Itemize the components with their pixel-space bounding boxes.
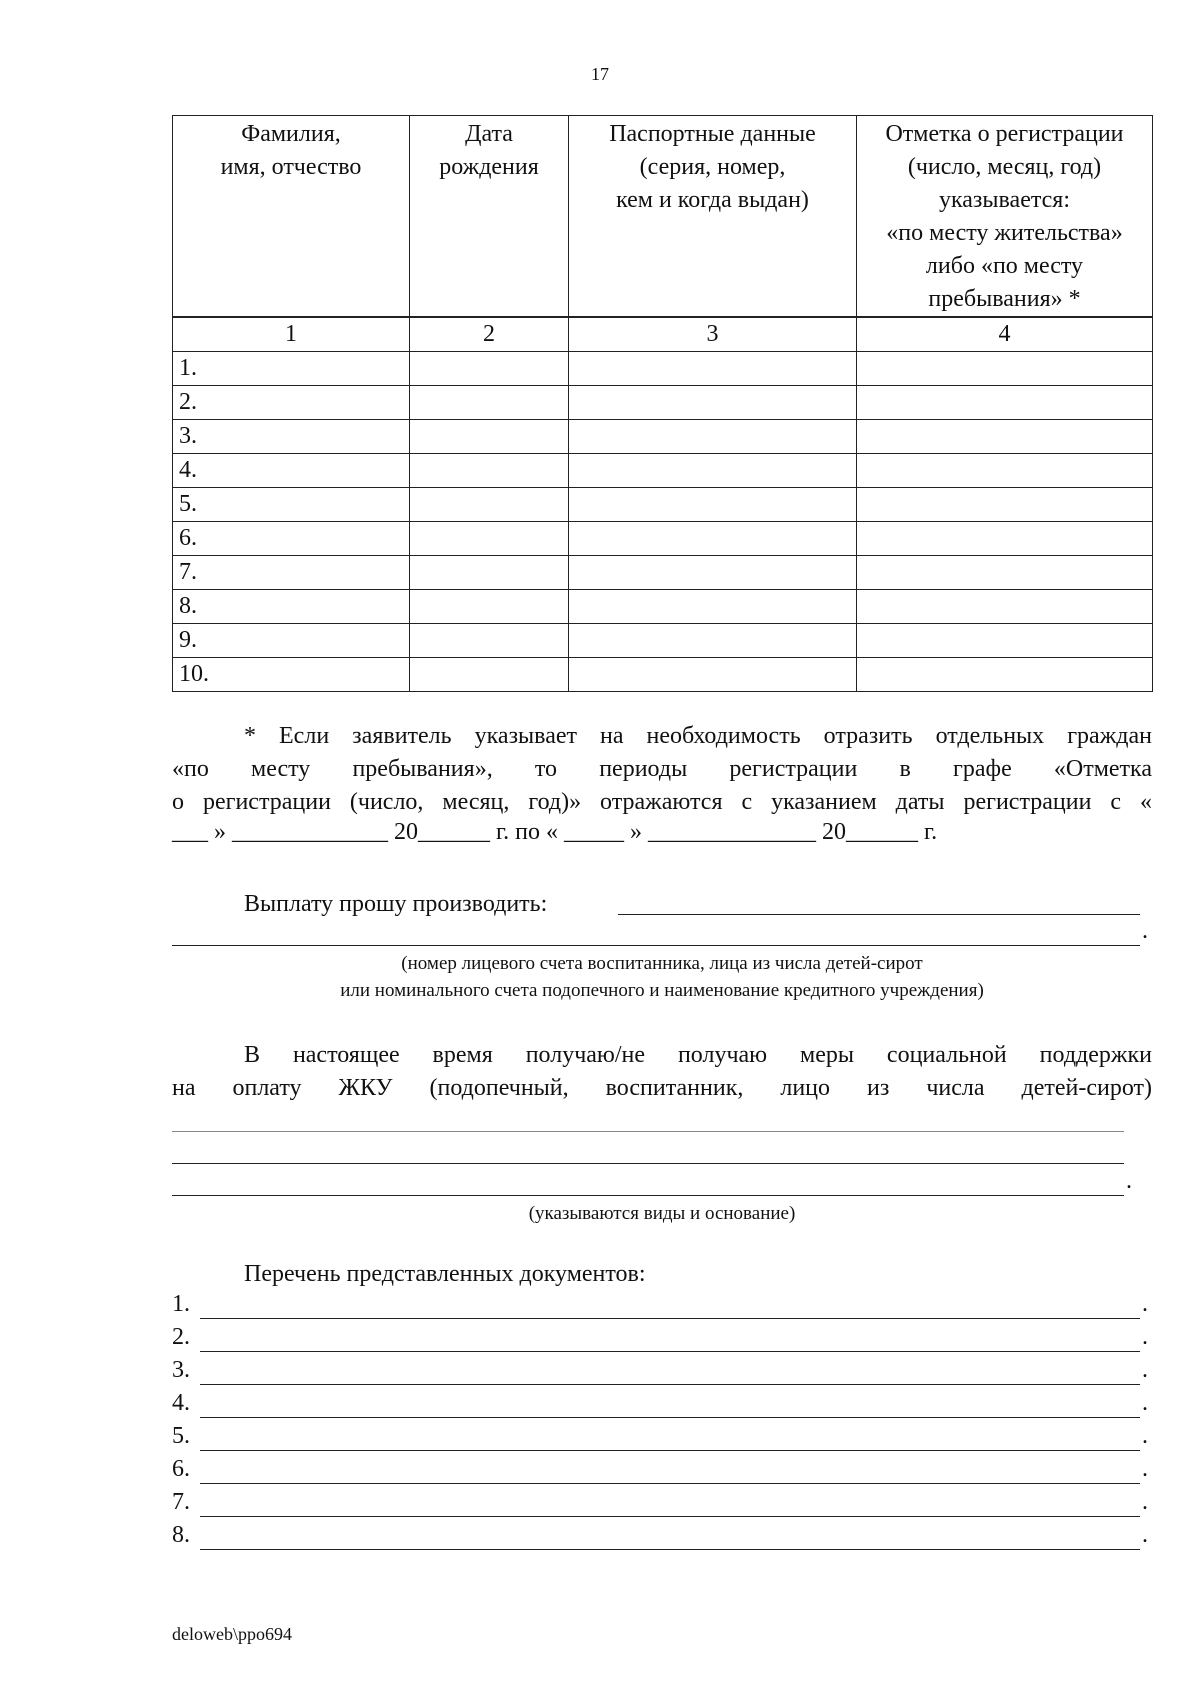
footer-document-id: deloweb\ppo694 [172,1624,292,1644]
table-cell[interactable] [857,658,1153,692]
row-index: 4. [173,454,410,488]
table-cell[interactable] [857,556,1153,590]
row-index: 6. [173,522,410,556]
registration-table-header [172,115,1153,317]
header-text: «по месту жительства» [886,220,1123,246]
header-cell-name [173,116,410,317]
table-cell[interactable] [569,488,857,522]
table-cell[interactable] [569,454,857,488]
registration-table-body [172,317,1153,692]
footnote-line-2: «по месту пребывания», то периоды регистрации в графе «Отметка [172,756,1152,782]
support-input-line-1[interactable] [172,1131,1124,1132]
header-text: указывается: [938,187,1070,213]
document-item-line[interactable] [200,1351,1140,1352]
payment-caption-2: или номинального счета подопечного и наименование кредитного учреждения) [340,980,984,1001]
table-row [173,624,1153,658]
table-cell[interactable] [569,420,857,454]
table-row [173,352,1153,386]
row-index: 9. [173,624,410,658]
table-row [173,522,1153,556]
document-item-line[interactable] [200,1417,1140,1418]
table-cell[interactable] [857,522,1153,556]
footnote-line-1: * Если заявитель указывает на необходимость отразить отдельных граждан [244,723,1152,749]
period: . [1142,1390,1148,1416]
payment-input-line[interactable] [618,914,1140,915]
header-text: (число, месяц, год) [907,154,1102,180]
table-cell[interactable] [569,624,857,658]
row-index: 2. [173,386,410,420]
period: . [1142,1324,1148,1350]
support-line-2: на оплату ЖКУ (подопечный, воспитанник, лицо из числа детей-сирот) [172,1075,1152,1101]
column-number-row [173,318,1153,352]
footnote-date-range[interactable]: ___ » _____________ 20______ г. по « _____ » ______________ 20______ г. [172,819,938,845]
table-cell[interactable] [410,454,569,488]
support-line-1: В настоящее время получаю/не получаю меры социальной поддержки [244,1042,1152,1068]
document-item-line[interactable] [200,1516,1140,1517]
column-number: 1 [173,318,410,352]
payment-label: Выплату прошу производить: [244,891,548,917]
document-item-number: 5. [172,1423,190,1449]
document-item-number: 8. [172,1522,190,1548]
row-index: 3. [173,420,410,454]
document-item-line[interactable] [200,1384,1140,1385]
header-text: (серия, номер, [639,154,786,180]
header-text: Отметка о регистрации [885,121,1124,147]
period: . [1142,1489,1148,1515]
period: . [1142,1456,1148,1482]
table-cell[interactable] [410,590,569,624]
period: . [1142,1357,1148,1383]
header-cell-passport [569,116,857,317]
table-cell[interactable] [569,590,857,624]
table-cell[interactable] [857,488,1153,522]
document-item-line[interactable] [200,1450,1140,1451]
table-cell[interactable] [410,352,569,386]
table-cell[interactable] [569,556,857,590]
document-item-number: 2. [172,1324,190,1350]
page-number: 17 [591,64,609,84]
table-cell[interactable] [410,488,569,522]
table-cell[interactable] [410,624,569,658]
table-row [173,454,1153,488]
header-text: Паспортные данные [609,121,816,147]
row-index: 10. [173,658,410,692]
table-row [173,420,1153,454]
table-row [173,386,1153,420]
document-item-number: 4. [172,1390,190,1416]
document-item-line[interactable] [200,1318,1140,1319]
documents-title: Перечень представленных документов: [244,1261,646,1287]
period: . [1142,1423,1148,1449]
header-text: Фамилия, [241,121,341,147]
table-cell[interactable] [857,352,1153,386]
table-cell[interactable] [857,420,1153,454]
table-cell[interactable] [410,658,569,692]
row-index: 7. [173,556,410,590]
header-text: кем и когда выдан) [616,187,809,213]
table-cell[interactable] [410,556,569,590]
header-text: Дата [465,121,513,147]
header-cell-birth-date [410,116,569,317]
table-cell[interactable] [857,454,1153,488]
column-number: 4 [857,318,1153,352]
table-cell[interactable] [569,352,857,386]
table-cell[interactable] [569,658,857,692]
period: . [1142,1522,1148,1548]
period: . [1142,918,1148,944]
table-cell[interactable] [857,624,1153,658]
table-row [173,658,1153,692]
table-row [173,590,1153,624]
table-row [173,556,1153,590]
table-cell[interactable] [410,522,569,556]
support-caption: (указываются виды и основание) [528,1203,796,1224]
table-cell[interactable] [857,590,1153,624]
header-cell-registration [857,116,1153,317]
row-index: 8. [173,590,410,624]
header-text: имя, отчество [220,154,362,180]
payment-input-line-2[interactable] [172,945,1140,946]
table-cell[interactable] [569,522,857,556]
row-index: 1. [173,352,410,386]
row-index: 5. [173,488,410,522]
header-text: рождения [439,154,539,180]
period: . [1142,1291,1148,1317]
table-row [173,488,1153,522]
table-cell[interactable] [410,420,569,454]
period: . [1126,1168,1132,1194]
table-cell[interactable] [857,386,1153,420]
document-item-line[interactable] [200,1549,1140,1550]
column-number: 2 [410,318,569,352]
table-cell[interactable] [569,386,857,420]
document-item-line[interactable] [200,1483,1140,1484]
support-input-line-3[interactable] [172,1195,1124,1196]
header-text: пребывания» * [928,286,1081,312]
support-input-line-2[interactable] [172,1163,1124,1164]
document-item-number: 6. [172,1456,190,1482]
header-text: либо «по месту [925,253,1084,279]
payment-caption-1: (номер лицевого счета воспитанника, лица из числа детей-сирот [401,953,923,974]
document-item-number: 7. [172,1489,190,1515]
table-cell[interactable] [410,386,569,420]
footnote-line-3: о регистрации (число, месяц, год)» отражаются с указанием даты регистрации с « [172,789,1152,815]
document-item-number: 1. [172,1291,190,1317]
document-item-number: 3. [172,1357,190,1383]
column-number: 3 [569,318,857,352]
